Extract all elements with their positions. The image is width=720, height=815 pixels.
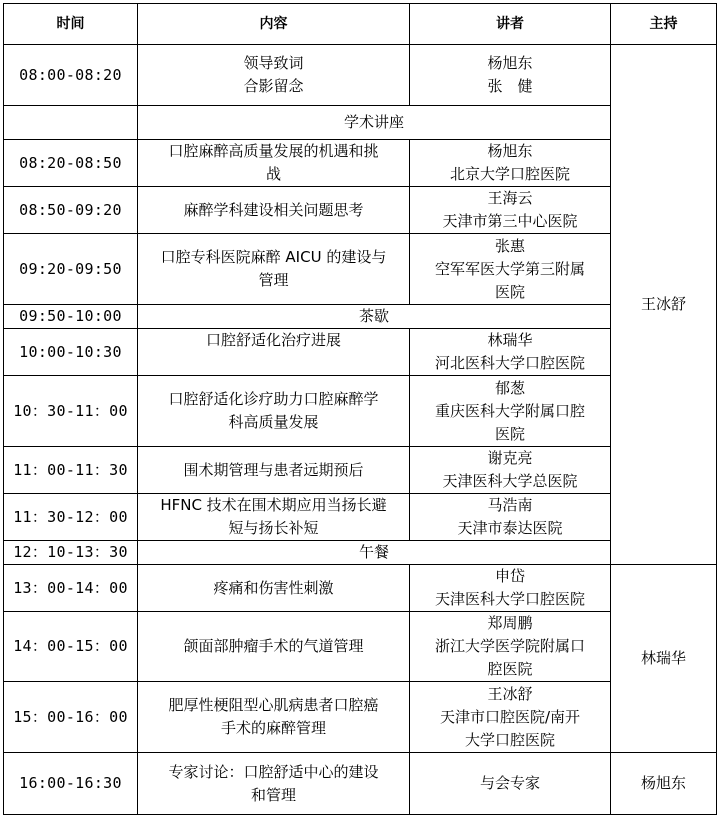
table-row <box>4 494 717 541</box>
speaker-affiliation: 重庆医科大学附属口腔 <box>434 401 585 420</box>
speaker-name: 张惠 <box>494 236 525 255</box>
time-cell: 14：00-15：00 <box>4 612 138 682</box>
time-cell: 16:00-16:30 <box>4 753 138 815</box>
speaker-name: 郁葱 <box>494 378 525 397</box>
time-cell: 08:00-08:20 <box>4 45 138 106</box>
table-row <box>4 140 717 187</box>
speaker-name: 申岱 <box>494 567 525 585</box>
content-line: 专家讨论：口腔舒适中心的建设 <box>168 762 379 781</box>
content-line: 合影留念 <box>243 77 304 95</box>
content-line: HFNC 技术在围术期应用当扬长避 <box>160 496 387 514</box>
time-cell: 10：30-11：00 <box>4 376 138 447</box>
speaker-name: 杨旭东 <box>487 142 533 160</box>
speaker-affiliation: 医院 <box>494 282 525 301</box>
speaker-cell <box>410 753 611 815</box>
section-row <box>4 541 717 565</box>
speaker-affiliation: 北京大学口腔医院 <box>449 165 570 183</box>
content-line: 疼痛和伤害性刺激 <box>213 578 334 597</box>
time-cell-empty <box>4 106 138 140</box>
content-cell <box>138 329 410 376</box>
schedule-table <box>3 3 717 815</box>
speaker-cell <box>410 140 611 187</box>
speaker-affiliation: 河北医科大学口腔医院 <box>434 354 585 372</box>
speaker-cell <box>410 565 611 612</box>
content-line: 肥厚性梗阻型心肌病患者口腔癌 <box>168 696 379 714</box>
speaker-cell <box>410 682 611 753</box>
content-line: 围术期管理与患者远期预后 <box>183 460 364 479</box>
content-line: 领导致词 <box>243 54 304 72</box>
table-row <box>4 612 717 682</box>
speaker-name: 马浩南 <box>487 496 533 514</box>
content-cell <box>138 234 410 305</box>
time-cell: 09:50-10:00 <box>4 305 138 329</box>
content-line: 手术的麻醉管理 <box>220 719 326 737</box>
content-cell <box>138 494 410 541</box>
speaker-cell <box>410 612 611 682</box>
content-cell <box>138 753 410 815</box>
speaker-cell <box>410 494 611 541</box>
speaker-cell <box>410 376 611 447</box>
speaker-name: 王海云 <box>487 189 533 207</box>
time-cell: 12：10-13：30 <box>4 541 138 565</box>
time-cell: 11：00-11：30 <box>4 447 138 494</box>
time-cell: 09:20-09:50 <box>4 234 138 305</box>
content-cell <box>138 45 410 106</box>
speaker-affiliation: 天津市泰达医院 <box>457 519 563 537</box>
table-row <box>4 187 717 234</box>
speaker-affiliation: 天津市口腔医院/南开 <box>439 707 581 726</box>
table-row <box>4 753 717 815</box>
table-row <box>4 682 717 753</box>
speaker-affiliation: 腔医院 <box>487 660 533 678</box>
speaker-affiliation: 大学口腔医院 <box>464 730 555 749</box>
content-cell <box>138 682 410 753</box>
header-row <box>4 4 717 45</box>
content-cell <box>138 612 410 682</box>
content-line: 科高质量发展 <box>228 413 319 431</box>
speaker-name: 谢克亮 <box>487 449 533 467</box>
content-line: 口腔舒适化诊疗助力口腔麻醉学 <box>168 390 379 408</box>
content-cell <box>138 565 410 612</box>
table-row <box>4 447 717 494</box>
time-cell: 13：00-14：00 <box>4 565 138 612</box>
content-line: 麻醉学科建设相关问题思考 <box>183 200 364 219</box>
speaker-cell <box>410 447 611 494</box>
speaker-name: 郑周鹏 <box>487 614 533 632</box>
content-cell <box>138 140 410 187</box>
section-row <box>4 305 717 329</box>
content-cell <box>138 447 410 494</box>
table-row <box>4 565 717 612</box>
content-line: 口腔舒适化治疗进展 <box>205 331 341 349</box>
content-line: 口腔麻醉高质量发展的机遇和挑 <box>168 142 379 160</box>
section-title: 茶歇 <box>138 305 611 329</box>
table-row <box>4 234 717 305</box>
section-row <box>4 106 717 140</box>
header-time: 时间 <box>4 4 138 45</box>
time-cell: 15：00-16：00 <box>4 682 138 753</box>
time-cell: 11：30-12：00 <box>4 494 138 541</box>
time-cell: 08:20-08:50 <box>4 140 138 187</box>
section-title: 午餐 <box>138 541 611 565</box>
speaker-cell <box>410 329 611 376</box>
host-cell: 杨旭东 <box>611 753 717 815</box>
content-line: 短与扬长补短 <box>228 519 319 537</box>
content-line: 颌面部肿瘤手术的气道管理 <box>183 637 364 655</box>
speaker-name: 王冰舒 <box>487 684 533 703</box>
host-cell: 王冰舒 <box>611 45 717 565</box>
content-line: 口腔专科医院麻醉 AICU 的建设与 <box>160 248 387 266</box>
speaker-cell <box>410 45 611 106</box>
speaker-name: 张 健 <box>487 77 533 95</box>
speaker-name: 林瑞华 <box>487 331 533 349</box>
content-line: 管理 <box>258 271 289 289</box>
section-title: 学术讲座 <box>138 106 611 140</box>
content-line: 战 <box>265 165 281 183</box>
speaker-affiliation: 浙江大学医学院附属口 <box>434 637 585 655</box>
speaker-affiliation: 天津医科大学口腔医院 <box>434 590 585 608</box>
time-cell: 08:50-09:20 <box>4 187 138 234</box>
host-cell: 林瑞华 <box>611 565 717 753</box>
content-cell <box>138 376 410 447</box>
table-row <box>4 45 717 106</box>
content-line: 和管理 <box>250 785 296 804</box>
header-host: 主持 <box>611 4 717 45</box>
header-speaker: 讲者 <box>410 4 611 45</box>
speaker-cell <box>410 187 611 234</box>
speaker-affiliation: 天津医科大学总医院 <box>442 472 578 490</box>
speaker-cell <box>410 234 611 305</box>
time-cell: 10:00-10:30 <box>4 329 138 376</box>
speaker-affiliation: 医院 <box>494 424 525 443</box>
speaker-affiliation: 天津市第三中心医院 <box>442 212 578 230</box>
speaker-name: 与会专家 <box>479 774 540 792</box>
table-row <box>4 376 717 447</box>
speaker-name: 杨旭东 <box>487 54 533 72</box>
table-row <box>4 329 717 376</box>
header-content: 内容 <box>138 4 410 45</box>
content-cell <box>138 187 410 234</box>
speaker-affiliation: 空军军医大学第三附属 <box>434 259 585 278</box>
